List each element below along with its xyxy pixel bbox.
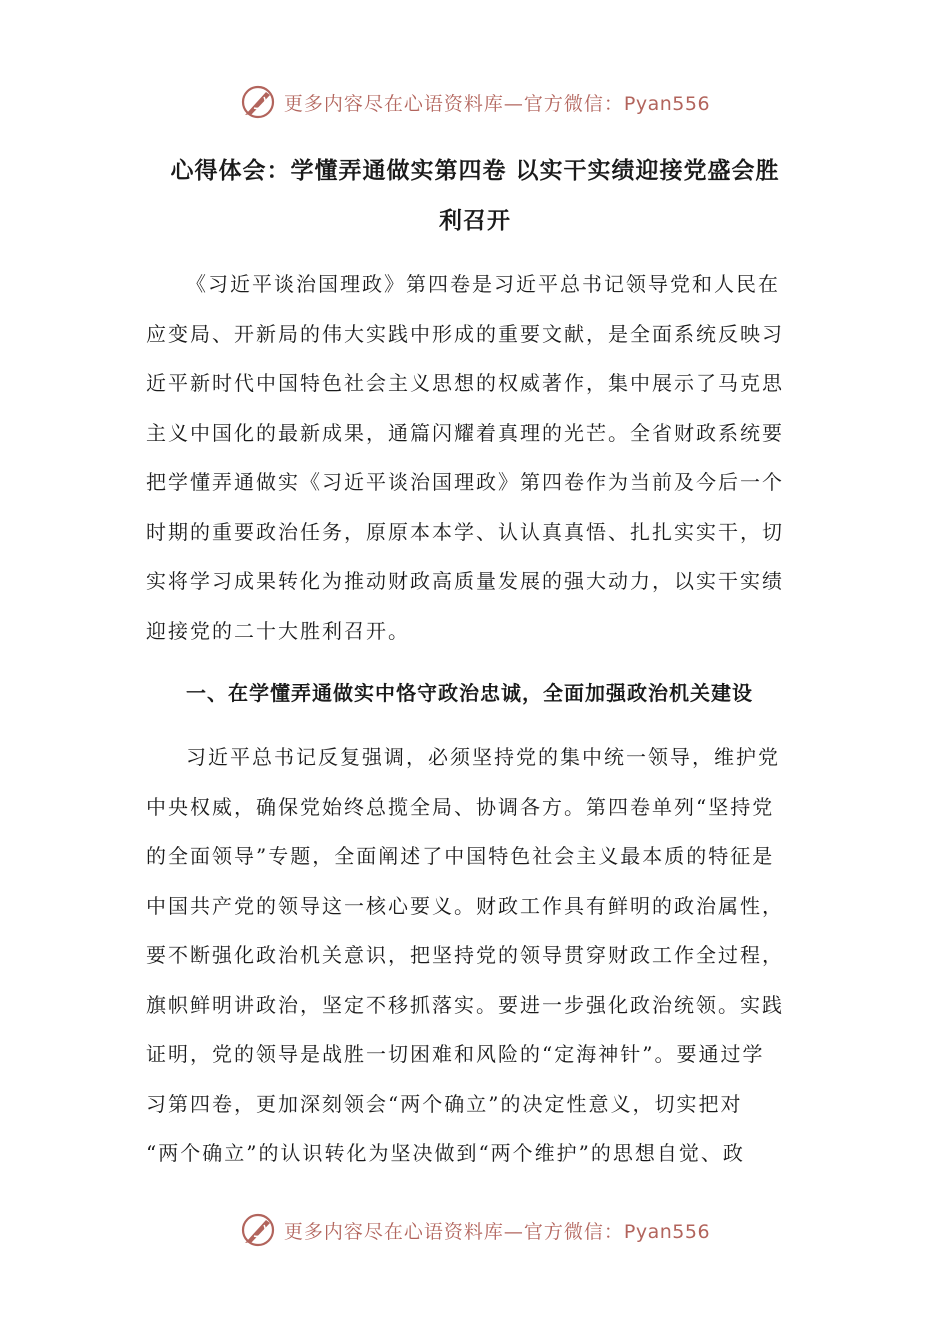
paragraph-line: 近平新时代中国特色社会主义思想的权威著作，集中展示了马克思	[146, 371, 784, 395]
paragraph-line: 习第四卷，更加深刻领会“两个确立”的决定性意义，切实把对	[146, 1091, 743, 1116]
paragraph-line: 实将学习成果转化为推动财政高质量发展的强大动力，以实干实绩	[146, 569, 784, 593]
paragraph-line: 习近平总书记反复强调，必须坚持党的集中统一领导，维护党	[186, 745, 780, 769]
title-line: 心得体会：学懂弄通做实第四卷 以实干实绩迎接党盛会胜	[170, 158, 780, 184]
section-heading: 一、在学懂弄通做实中恪守政治忠诚，全面加强政治机关建设	[186, 681, 753, 705]
wechat-id: Pyan556	[623, 92, 711, 115]
watermark-text: 更多内容尽在心语资料库—官方微信：Pyan556	[283, 92, 711, 115]
paragraph-section-1	[146, 733, 806, 1179]
paragraph-line: 要不断强化政治机关意识，把坚持党的领导贯穿财政工作全过程，	[146, 943, 784, 967]
document-title	[145, 146, 805, 246]
paragraph-line: “两个确立”的认识转化为坚决做到“两个维护”的思想自觉、政	[146, 1141, 745, 1165]
watermark-banner-bottom	[0, 1210, 950, 1250]
title-line: 利召开	[439, 208, 511, 234]
paragraph-line: 把学懂弄通做实《习近平谈治国理政》第四卷作为当前及今后一个	[146, 470, 784, 494]
paragraph-line: 《习近平谈治国理政》第四卷是习近平总书记领导党和人民在	[186, 272, 780, 296]
watermark-text: 更多内容尽在心语资料库—官方微信：Pyan556	[283, 1220, 711, 1243]
paragraph-line: 迎接党的二十大胜利召开。	[146, 618, 410, 643]
pen-logo-icon	[240, 1212, 276, 1248]
watermark-banner-top	[0, 82, 950, 122]
paragraph-line: 应变局、开新局的伟大实践中形成的重要文献，是全面系统反映习	[146, 321, 784, 346]
pen-logo-icon	[240, 84, 276, 120]
paragraph-line: 主义中国化的最新成果，通篇闪耀着真理的光芒。全省财政系统要	[146, 420, 784, 445]
paragraph-line: 的全面领导”专题，全面阐述了中国特色社会主义最本质的特征是	[146, 844, 775, 868]
paragraph-line: 中央权威，确保党始终总揽全局、协调各方。第四卷单列“坚持党	[146, 794, 775, 819]
paragraph-line: 旗帜鲜明讲政治，坚定不移抓落实。要进一步强化政治统领。实践	[146, 992, 784, 1017]
paragraph-line: 中国共产党的领导这一核心要义。财政工作具有鲜明的政治属性，	[146, 893, 784, 918]
paragraph-intro	[146, 260, 806, 656]
paragraph-line: 证明，党的领导是战胜一切困难和风险的“定海神针”。要通过学	[146, 1042, 765, 1066]
wechat-id: Pyan556	[623, 1220, 711, 1243]
paragraph-line: 时期的重要政治任务，原原本本学、认认真真悟、扎扎实实干，切	[146, 519, 784, 544]
